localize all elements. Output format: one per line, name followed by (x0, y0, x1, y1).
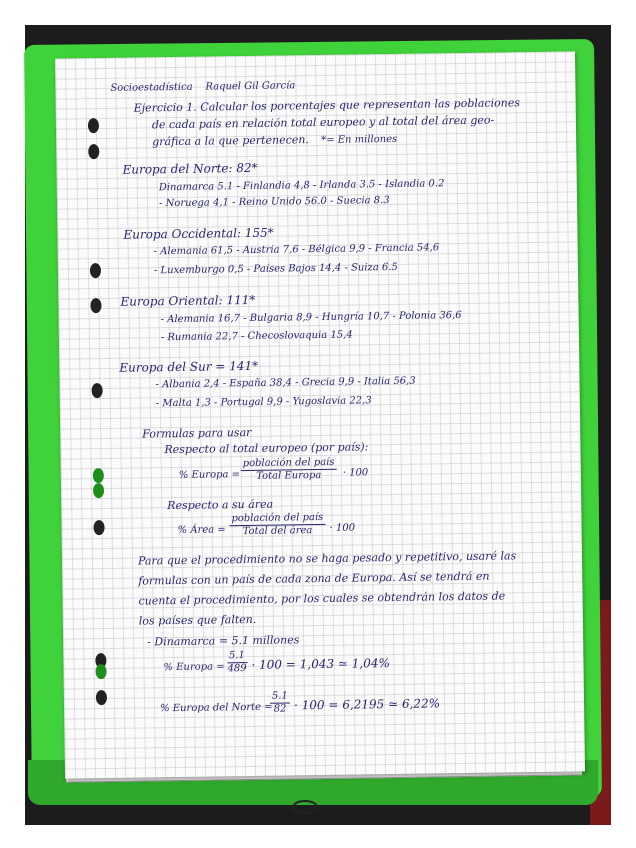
example-2-denominator: 82 (273, 703, 287, 715)
example-heading: - Dinamarca = 5.1 millones (147, 633, 300, 649)
region-row: - Alemania 16,7 - Bulgaria 8,9 - Hungría 10,7 - Polonia 36,6 (160, 310, 462, 326)
region-title-north: Europa del Norte: 82* (122, 160, 258, 177)
formula-1-numerator: población del país (241, 457, 337, 471)
region-row: - Luxemburgo 0,5 - Países Bajos 14,4 - Suiza 6.5 (153, 261, 398, 277)
example-1-result: · 100 = 1,043 ≃ 1,04% (251, 656, 390, 672)
region-title-south: Europa del Sur = 141* (119, 358, 259, 375)
formula-1-fraction (241, 457, 337, 483)
region-title-west: Europa Occidental: 155* (123, 225, 274, 242)
formula-2-denominator: Total del área (242, 525, 313, 538)
exercise-line-2: de cada país en relación total europeo y al total del área geo- (151, 113, 495, 132)
formula-respect-area: Respecto a su área (167, 497, 274, 513)
formula-2-tail: · 100 (329, 522, 356, 534)
region-row: - Malta 1,3 - Portugal 9,9 - Yugoslavia 22,3 (155, 395, 372, 410)
region-title-east: Europa Oriental: 111* (120, 292, 256, 309)
region-row: Dinamarca 5.1 - Finlandia 4,8 - Irlanda 3.5 - Islandia 0.2 (158, 178, 445, 194)
formula-respect-total: Respecto al total europeo (por país): (164, 440, 369, 457)
author-name: Raquel Gil García (205, 80, 296, 93)
example-1-fraction (225, 650, 248, 675)
exercise-line-3: gráfica a la que pertenecen. (152, 133, 310, 149)
formula-2-numerator: población del país (229, 512, 325, 526)
region-row: - Noruega 4,1 - Reino Unido 56.0 - Suecia 8.3 (158, 195, 390, 210)
binder-ring (292, 800, 318, 814)
formula-1-label: % Europa = (178, 469, 241, 481)
paragraph-line-1: Para que el procedimiento no se haga pesado y repetitivo, usaré las (137, 549, 517, 568)
example-2-numerator: 5.1 (270, 690, 290, 703)
formulas-title: Formulas para usar (142, 425, 252, 441)
example-2-result: · 100 = 6,2195 ≃ 6,22% (293, 696, 441, 713)
region-row: - Rumania 22,7 - Checoslovaquia 15,4 (160, 329, 353, 344)
notebook-page (55, 51, 585, 778)
paragraph-line-4: los países que falten. (138, 612, 257, 628)
paragraph-line-3: cuenta el procedimiento, por los cuales se obtendrán los datos de (138, 589, 506, 608)
formula-2-fraction (229, 512, 325, 538)
exercise-note: *= En millones (321, 133, 398, 146)
example-2-fraction (270, 690, 290, 715)
example-1-numerator: 5.1 (227, 650, 247, 663)
example-1-label: % Europa = (163, 661, 225, 674)
example-1-denominator: 489 (227, 663, 247, 675)
exercise-line-1: Ejercicio 1. Calcular los porcentajes que representan las poblaciones (133, 96, 521, 115)
formula-2-label: % Área = (177, 524, 226, 536)
paragraph-line-2: formulas con un país de cada zona de Europa. Así se tendrá en (138, 569, 490, 588)
example-2-label: % Europa del Norte = (160, 701, 273, 715)
subject-label: Socioestadística (110, 81, 193, 94)
region-row: - Albania 2,4 - España 38,4 - Grecia 9,9 - Italia 56,3 (155, 375, 416, 391)
formula-1-tail: · 100 (342, 467, 369, 479)
formula-1-denominator: Total Europa (256, 469, 322, 482)
handwritten-notes (55, 51, 585, 778)
region-row: - Alemania 61,5 - Austria 7,6 - Bélgica 9,9 - Francia 54,6 (153, 242, 440, 258)
